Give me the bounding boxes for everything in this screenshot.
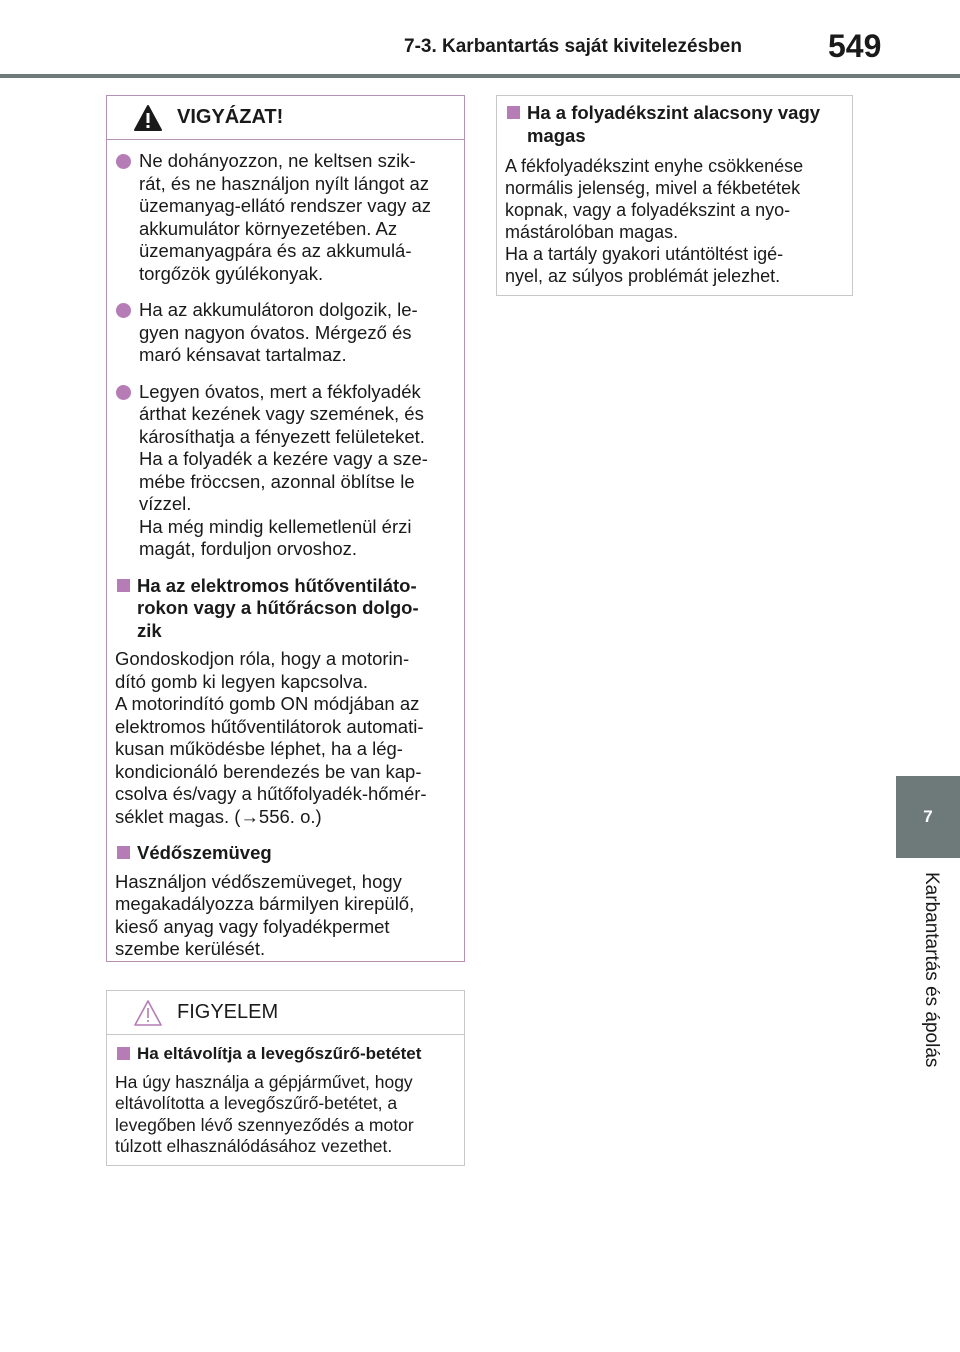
notice-heading-text: Ha eltávolítja a levegőszűrő-betétet <box>137 1044 422 1063</box>
bullet-dot-icon <box>116 385 131 400</box>
square-bullet-icon <box>117 1047 130 1060</box>
notice-text: Ha úgy használja a gépjárművet, hogy eltávolította a levegőszűrő-betétet, a levegőben lévő szennyeződés a motor túlzott elhasználódásához vezethet. <box>115 1071 414 1156</box>
notice-header <box>107 991 464 1035</box>
goggles-heading-text: Védőszemüveg <box>137 842 272 863</box>
caution-bullet-text: Ne dohányozzon, ne keltsen szik- rát, és ne használjon nyílt lángot az üzemanyag-ellátó rendszer vagy az akkumulátor környezetében. Az üzemanyagpára és az akkumulá- torgőzök gyúlékonyak. <box>139 150 432 284</box>
square-bullet-icon <box>117 579 130 592</box>
goggles-section-heading <box>115 842 448 865</box>
notice-title: FIGYELEM <box>177 1001 279 1023</box>
goggles-section-text: Használjon védőszemüveget, hogy megakadályozza bármilyen kirepülő, kieső anyag vagy folyadékpermet szembe kerülését. <box>115 870 415 959</box>
caution-box <box>106 95 465 962</box>
caution-bullet <box>115 381 448 561</box>
fluid-level-box <box>496 95 853 296</box>
notice-heading <box>115 1043 448 1066</box>
square-bullet-icon <box>117 846 130 859</box>
caution-bullet <box>115 299 448 367</box>
notice-body <box>107 1043 464 1158</box>
caution-bullet <box>115 150 448 285</box>
chapter-title: Karbantartás és ápolás <box>921 872 942 1068</box>
fluid-level-heading-text: Ha a folyadékszint alacsony vagy magas <box>527 102 821 146</box>
bullet-dot-icon <box>116 303 131 318</box>
caution-title: VIGYÁZAT! <box>177 106 284 128</box>
page-number: 549 <box>828 28 882 64</box>
fluid-level-heading <box>505 102 836 147</box>
fluid-level-text: A fékfolyadékszint enyhe csökkenése normális jelenség, mivel a fékbetétek kopnak, vagy a folyadékszint a nyo- mástárolóban magas. Ha a tartály gyakori utántöltést igé- nyel, az súlyos problémát jelezhet. <box>505 156 804 286</box>
fan-heading-text: Ha az elektromos hűtőventiláto- rokon vagy a hűtőrácson dolgo- zik <box>137 574 419 641</box>
caution-header <box>107 96 464 140</box>
fan-section-heading <box>115 575 448 643</box>
caution-bullet-text: Legyen óvatos, mert a fékfolyadék árthat kezének vagy szemének, és károsíthatja a fényezett felületeket. Ha a folyadék a kezére vagy a sze- mébe fröccsen, azonnal öblítse le vízzel. Ha még mindig kellemetlenül érzi magát, forduljon orvoshoz. <box>139 380 428 559</box>
square-bullet-icon <box>507 106 520 119</box>
bullet-dot-icon <box>116 154 131 169</box>
notice-box <box>106 990 465 1166</box>
chapter-number-tab <box>896 776 960 858</box>
caution-bullet-text: Ha az akkumulátoron dolgozik, le- gyen nagyon óvatos. Mérgező és maró kénsavat tartalmaz. <box>139 299 418 365</box>
header-rule <box>0 74 960 78</box>
chapter-number: 7 <box>923 807 933 826</box>
caution-body <box>107 150 464 961</box>
warning-triangle-outline-icon <box>133 999 163 1027</box>
warning-triangle-filled-icon <box>133 104 163 132</box>
section-title: 7-3. Karbantartás saját kivitelezésben <box>404 36 742 57</box>
fan-section-text: Gondoskodjon róla, hogy a motorin- dító gomb ki legyen kapcsolva. A motorindító gomb ON módjában az elektromos hűtőventilátorok automati- kusan működésbe léphet, ha a lég- kondicionáló berendezés be van kap- csolva és/vagy a hűtőfolyadék-hőmér- séklet magas. (→556. o.) <box>115 648 427 827</box>
